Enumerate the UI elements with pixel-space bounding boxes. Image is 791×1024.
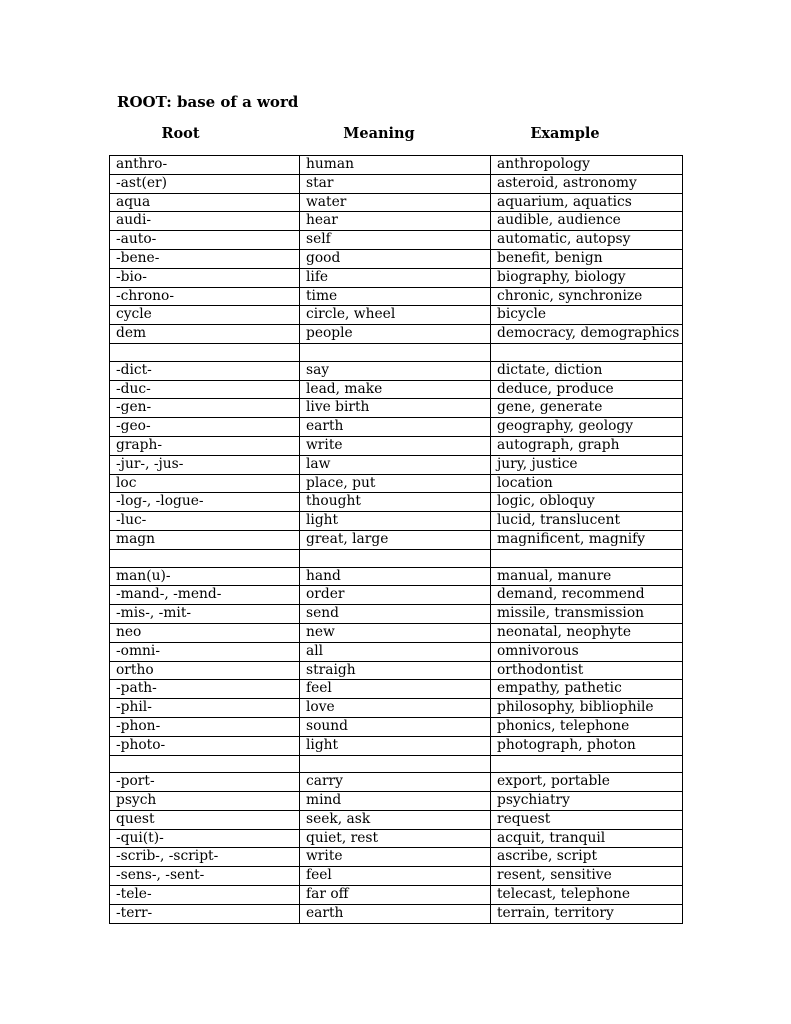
table-row: [110, 680, 683, 699]
table-row: [110, 642, 683, 661]
table-row: [110, 792, 683, 811]
example-cell: manual, manure: [491, 567, 683, 586]
root-cell: -port-: [110, 773, 300, 792]
example-cell: anthropology: [491, 156, 683, 175]
table-row: [110, 867, 683, 886]
root-cell: [110, 343, 300, 361]
root-cell: psych: [110, 792, 300, 811]
root-cell: aqua: [110, 193, 300, 212]
roots-table-body: [110, 156, 683, 924]
table-row: [110, 455, 683, 474]
meaning-cell: place, put: [300, 474, 491, 493]
column-header-root: Root: [161, 125, 200, 142]
meaning-cell: good: [300, 249, 491, 268]
meaning-cell: thought: [300, 493, 491, 512]
meaning-cell: new: [300, 623, 491, 642]
example-cell: request: [491, 810, 683, 829]
table-row: [110, 886, 683, 905]
root-cell: -auto-: [110, 231, 300, 250]
meaning-cell: write: [300, 848, 491, 867]
meaning-cell: say: [300, 361, 491, 380]
meaning-cell: lead, make: [300, 380, 491, 399]
meaning-cell: hear: [300, 212, 491, 231]
example-cell: automatic, autopsy: [491, 231, 683, 250]
table-row: [110, 493, 683, 512]
example-cell: phonics, telephone: [491, 717, 683, 736]
table-row: [110, 623, 683, 642]
root-cell: -jur-, -jus-: [110, 455, 300, 474]
meaning-cell: life: [300, 268, 491, 287]
table-row: [110, 512, 683, 531]
meaning-cell: circle, wheel: [300, 306, 491, 325]
root-cell: -log-, -logue-: [110, 493, 300, 512]
table-row: [110, 325, 683, 344]
example-cell: resent, sensitive: [491, 867, 683, 886]
meaning-cell: feel: [300, 867, 491, 886]
meaning-cell: seek, ask: [300, 810, 491, 829]
root-cell: -ast(er): [110, 174, 300, 193]
table-row: [110, 174, 683, 193]
table-row: [110, 418, 683, 437]
meaning-cell: sound: [300, 717, 491, 736]
table-row: [110, 661, 683, 680]
root-cell: -scrib-, -script-: [110, 848, 300, 867]
table-row: [110, 829, 683, 848]
table-row: [110, 736, 683, 755]
spacer-row: [110, 343, 683, 361]
example-cell: [491, 343, 683, 361]
example-cell: [491, 755, 683, 773]
example-cell: jury, justice: [491, 455, 683, 474]
root-cell: [110, 755, 300, 773]
example-cell: terrain, territory: [491, 904, 683, 923]
root-cell: [110, 549, 300, 567]
meaning-cell: star: [300, 174, 491, 193]
meaning-cell: great, large: [300, 530, 491, 549]
example-cell: [491, 549, 683, 567]
table-row: [110, 474, 683, 493]
table-row: [110, 306, 683, 325]
meaning-cell: feel: [300, 680, 491, 699]
meaning-cell: self: [300, 231, 491, 250]
column-header-example: Example: [530, 125, 600, 142]
meaning-cell: light: [300, 512, 491, 531]
spacer-row: [110, 549, 683, 567]
page-title: ROOT: base of a word: [117, 93, 299, 111]
root-cell: -sens-, -sent-: [110, 867, 300, 886]
root-cell: anthro-: [110, 156, 300, 175]
table-row: [110, 810, 683, 829]
example-cell: location: [491, 474, 683, 493]
meaning-cell: people: [300, 325, 491, 344]
root-cell: -tele-: [110, 886, 300, 905]
example-cell: deduce, produce: [491, 380, 683, 399]
example-cell: neonatal, neophyte: [491, 623, 683, 642]
example-cell: audible, audience: [491, 212, 683, 231]
root-cell: magn: [110, 530, 300, 549]
meaning-cell: order: [300, 586, 491, 605]
meaning-cell: time: [300, 287, 491, 306]
meaning-cell: send: [300, 605, 491, 624]
example-cell: asteroid, astronomy: [491, 174, 683, 193]
table-row: [110, 904, 683, 923]
root-cell: ortho: [110, 661, 300, 680]
meaning-cell: far off: [300, 886, 491, 905]
root-cell: -geo-: [110, 418, 300, 437]
example-cell: geography, geology: [491, 418, 683, 437]
table-row: [110, 156, 683, 175]
table-row: [110, 530, 683, 549]
table-row: [110, 361, 683, 380]
root-cell: -omni-: [110, 642, 300, 661]
root-cell: -duc-: [110, 380, 300, 399]
example-cell: psychiatry: [491, 792, 683, 811]
table-row: [110, 848, 683, 867]
meaning-cell: law: [300, 455, 491, 474]
root-cell: -terr-: [110, 904, 300, 923]
meaning-cell: light: [300, 736, 491, 755]
table-row: [110, 231, 683, 250]
table-row: [110, 399, 683, 418]
table-row: [110, 436, 683, 455]
example-cell: philosophy, bibliophile: [491, 699, 683, 718]
example-cell: missile, transmission: [491, 605, 683, 624]
meaning-cell: earth: [300, 904, 491, 923]
table-row: [110, 212, 683, 231]
roots-table: [109, 155, 683, 924]
root-cell: graph-: [110, 436, 300, 455]
root-cell: -luc-: [110, 512, 300, 531]
example-cell: bicycle: [491, 306, 683, 325]
table-row: [110, 287, 683, 306]
root-cell: man(u)-: [110, 567, 300, 586]
example-cell: telecast, telephone: [491, 886, 683, 905]
table-row: [110, 605, 683, 624]
root-cell: -chrono-: [110, 287, 300, 306]
table-row: [110, 717, 683, 736]
root-cell: -phon-: [110, 717, 300, 736]
table-row: [110, 380, 683, 399]
table-row: [110, 567, 683, 586]
example-cell: ascribe, script: [491, 848, 683, 867]
root-cell: -photo-: [110, 736, 300, 755]
root-cell: dem: [110, 325, 300, 344]
meaning-cell: write: [300, 436, 491, 455]
meaning-cell: water: [300, 193, 491, 212]
table-row: [110, 193, 683, 212]
example-cell: empathy, pathetic: [491, 680, 683, 699]
table-row: [110, 268, 683, 287]
meaning-cell: [300, 755, 491, 773]
meaning-cell: hand: [300, 567, 491, 586]
root-cell: -phil-: [110, 699, 300, 718]
meaning-cell: quiet, rest: [300, 829, 491, 848]
meaning-cell: carry: [300, 773, 491, 792]
example-cell: magnificent, magnify: [491, 530, 683, 549]
table-row: [110, 586, 683, 605]
root-cell: -bene-: [110, 249, 300, 268]
root-cell: -bio-: [110, 268, 300, 287]
meaning-cell: all: [300, 642, 491, 661]
root-cell: -gen-: [110, 399, 300, 418]
root-cell: cycle: [110, 306, 300, 325]
root-cell: audi-: [110, 212, 300, 231]
example-cell: benefit, benign: [491, 249, 683, 268]
meaning-cell: [300, 549, 491, 567]
example-cell: dictate, diction: [491, 361, 683, 380]
example-cell: demand, recommend: [491, 586, 683, 605]
root-cell: quest: [110, 810, 300, 829]
meaning-cell: straigh: [300, 661, 491, 680]
example-cell: autograph, graph: [491, 436, 683, 455]
root-cell: -mand-, -mend-: [110, 586, 300, 605]
example-cell: export, portable: [491, 773, 683, 792]
example-cell: photograph, photon: [491, 736, 683, 755]
example-cell: lucid, translucent: [491, 512, 683, 531]
column-headers: [109, 123, 682, 145]
root-cell: -mis-, -mit-: [110, 605, 300, 624]
spacer-row: [110, 755, 683, 773]
root-cell: neo: [110, 623, 300, 642]
table-row: [110, 773, 683, 792]
meaning-cell: [300, 343, 491, 361]
example-cell: logic, obloquy: [491, 493, 683, 512]
example-cell: chronic, synchronize: [491, 287, 683, 306]
example-cell: democracy, demographics: [491, 325, 683, 344]
example-cell: gene, generate: [491, 399, 683, 418]
meaning-cell: mind: [300, 792, 491, 811]
example-cell: aquarium, aquatics: [491, 193, 683, 212]
meaning-cell: earth: [300, 418, 491, 437]
example-cell: orthodontist: [491, 661, 683, 680]
example-cell: biography, biology: [491, 268, 683, 287]
meaning-cell: live birth: [300, 399, 491, 418]
root-cell: -qui(t)-: [110, 829, 300, 848]
root-cell: -path-: [110, 680, 300, 699]
meaning-cell: love: [300, 699, 491, 718]
table-row: [110, 249, 683, 268]
example-cell: omnivorous: [491, 642, 683, 661]
root-cell: -dict-: [110, 361, 300, 380]
table-row: [110, 699, 683, 718]
example-cell: acquit, tranquil: [491, 829, 683, 848]
column-header-meaning: Meaning: [343, 125, 415, 142]
root-cell: loc: [110, 474, 300, 493]
meaning-cell: human: [300, 156, 491, 175]
